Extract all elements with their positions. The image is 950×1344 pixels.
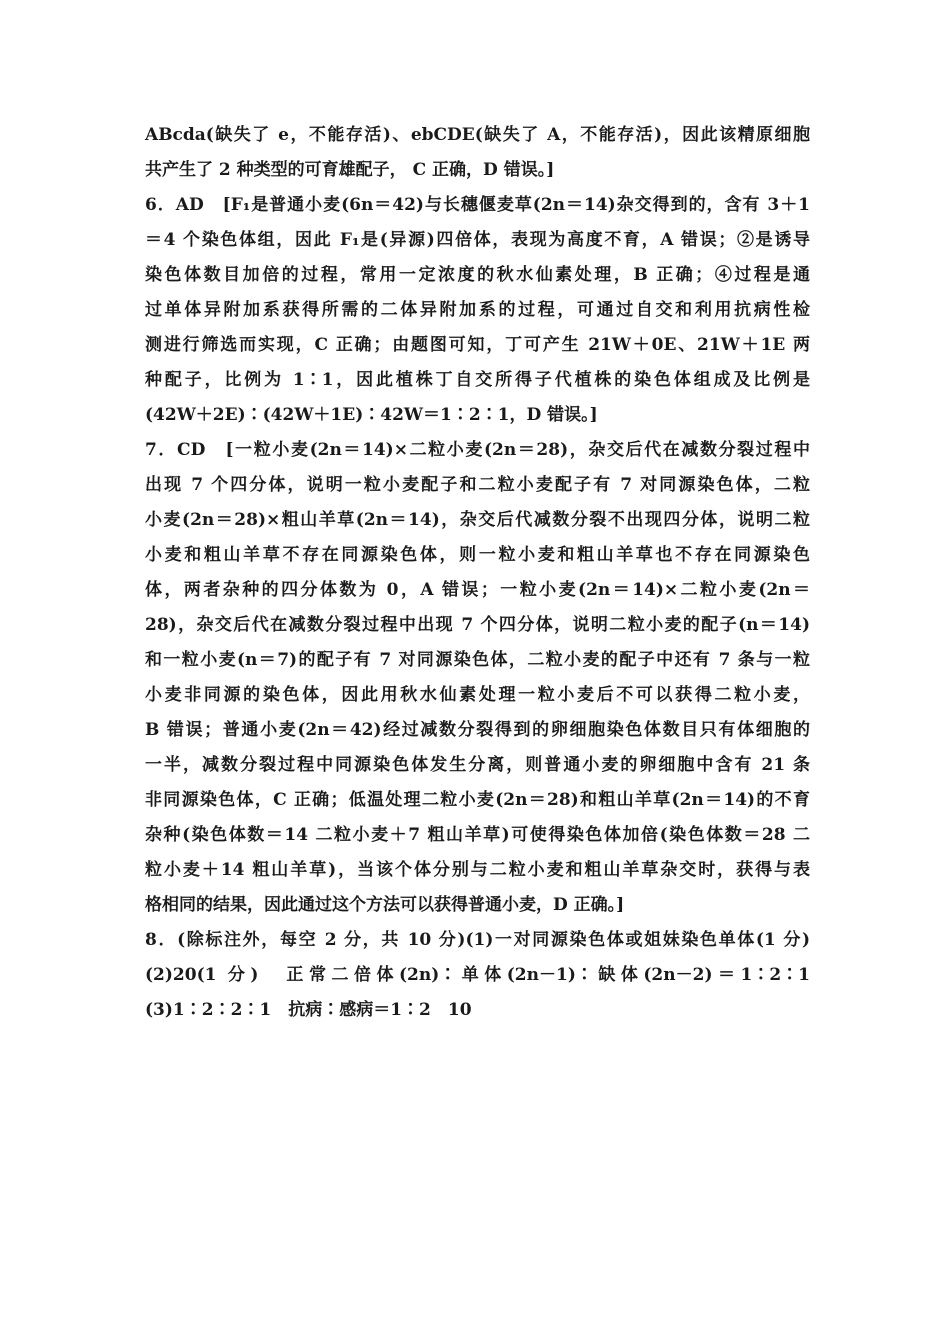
text-line-24: 8．(除标注外，每空 2 分，共 10 分)(1)一对同源染色体或姐妹染色单体(1 分) (145, 930, 810, 950)
text-line-2: 共产生了 2 种类型的可育雄配子， C 正确，D 错误。] (145, 160, 555, 180)
text-line-14: 体，两者杂种的四分体数为 0，A 错误；一粒小麦(2n＝14)×二粒小麦(2n＝ (145, 580, 810, 600)
text-line-15: 28)，杂交后代在减数分裂过程中出现 7 个四分体，说明二粒小麦的配子(n＝14) (145, 615, 810, 635)
text-line-4: ＝4 个染色体组，因此 F₁是(异源)四倍体，表现为高度不育，A 错误；②是诱导 (145, 230, 810, 250)
text-line-16: 和一粒小麦(n＝7)的配子有 7 对同源染色体，二粒小麦的配子中还有 7 条与一粒 (145, 650, 810, 670)
text-line-7: 测进行筛选而实现，C 正确；由题图可知，丁可产生 21W＋0E、21W＋1E 两 (145, 335, 810, 355)
text-line-19: 一半，减数分裂过程中同源染色体发生分离，则普通小麦的卵细胞中含有 21 条 (145, 755, 810, 775)
text-line-18: B 错误；普通小麦(2n＝42)经过减数分裂得到的卵细胞染色体数目只有体细胞的 (145, 720, 810, 740)
answer-text-block (145, 118, 810, 1028)
text-line-11: 出现 7 个四分体，说明一粒小麦配子和二粒小麦配子有 7 对同源染色体，二粒 (145, 475, 810, 495)
text-line-5: 染色体数目加倍的过程，常用一定浓度的秋水仙素处理，B 正确；④过程是通 (145, 265, 810, 285)
text-line-25: (2)20(1 分) 正常二倍体(2n)∶单体(2n－1)∶缺体(2n－2)＝1∶2∶1 (145, 965, 810, 985)
text-line-3: 6．AD [F₁是普通小麦(6n＝42)与长穗偃麦草(2n＝14)杂交得到的，含有 3＋1 (145, 195, 810, 215)
text-line-17: 小麦非同源的染色体，因此用秋水仙素处理一粒小麦后不可以获得二粒小麦， (145, 685, 810, 705)
text-line-21: 杂种(染色体数＝14 二粒小麦＋7 粗山羊草)可使得染色体加倍(染色体数＝28 二 (145, 825, 810, 845)
text-line-22: 粒小麦＋14 粗山羊草)，当该个体分别与二粒小麦和粗山羊草杂交时，获得与表 (145, 860, 810, 880)
text-line-13: 小麦和粗山羊草不存在同源染色体，则一粒小麦和粗山羊草也不存在同源染色 (145, 545, 810, 565)
text-line-20: 非同源染色体，C 正确；低温处理二粒小麦(2n＝28)和粗山羊草(2n＝14)的不育 (145, 790, 810, 810)
text-line-8: 种配子，比例为 1∶1，因此植株丁自交所得子代植株的染色体组成及比例是 (145, 370, 810, 390)
text-line-10: 7．CD [一粒小麦(2n＝14)×二粒小麦(2n＝28)，杂交后代在减数分裂过程中 (145, 440, 810, 460)
text-line-1: ABcda(缺失了 e，不能存活)、ebCDE(缺失了 A，不能存活)，因此该精原细胞 (145, 125, 810, 145)
text-line-23: 格相同的结果，因此通过这个方法可以获得普通小麦，D 正确。] (145, 895, 625, 915)
text-line-9: (42W＋2E)∶(42W＋1E)∶42W＝1∶2∶1，D 错误。] (145, 405, 598, 425)
text-line-26: (3)1∶2∶2∶1 抗病∶感病＝1∶2 10 (145, 1000, 472, 1020)
text-line-6: 过单体异附加系获得所需的二体异附加系的过程，可通过自交和利用抗病性检 (145, 300, 810, 320)
text-line-12: 小麦(2n＝28)×粗山羊草(2n＝14)，杂交后代减数分裂不出现四分体，说明二粒 (145, 510, 810, 530)
